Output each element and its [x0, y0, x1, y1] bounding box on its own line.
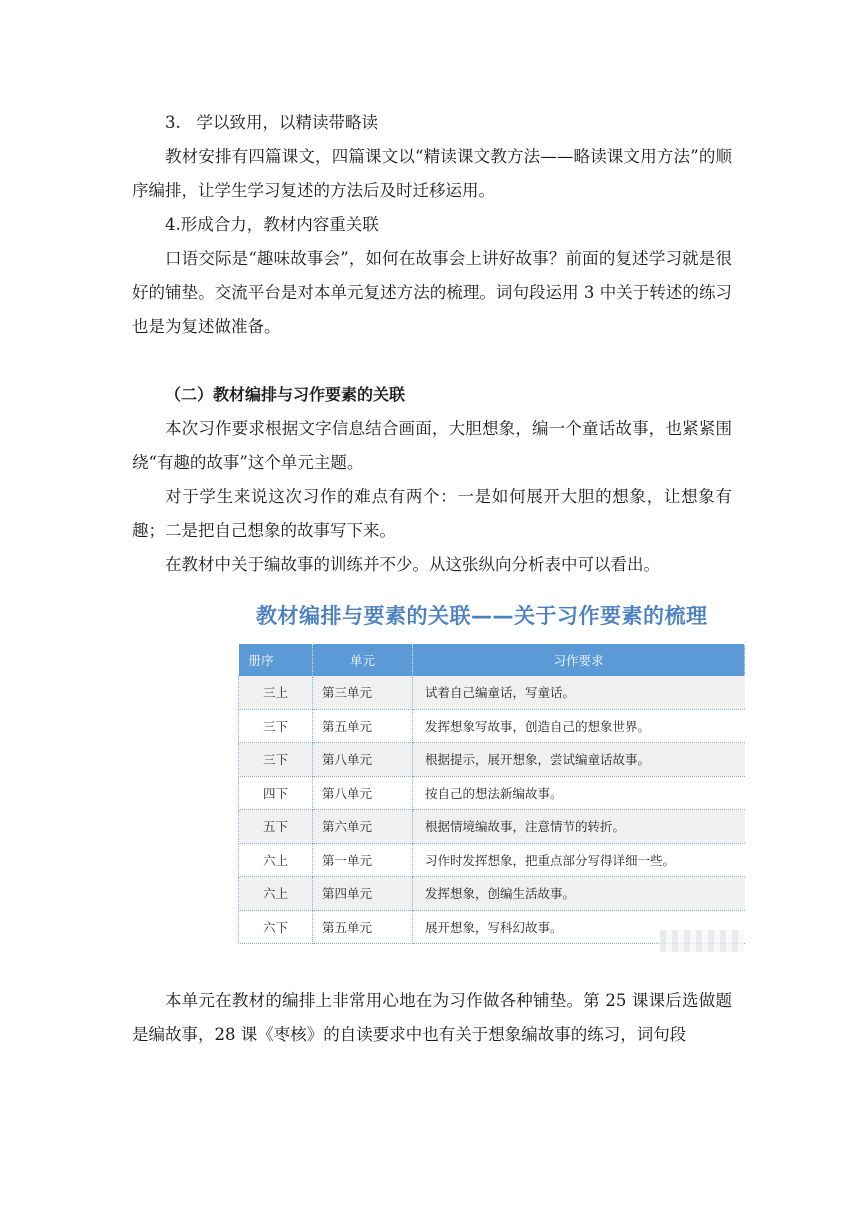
cell-requirement: 按自己的想法新编故事。	[413, 776, 745, 810]
table-figure	[238, 592, 744, 958]
paragraph: 本单元在教材的编排上非常用心地在为习作做各种铺垫。第 25 课课后选做题是编故事，28 课《枣核》的自读要求中也有关于想象编故事的练习，词句段	[132, 991, 732, 1044]
cell-unit: 第六单元	[313, 810, 413, 844]
table-row	[239, 709, 745, 743]
table-row	[239, 743, 745, 777]
cell-unit: 第五单元	[313, 910, 413, 944]
cell-unit: 第五单元	[313, 709, 413, 743]
paragraph: 在教材中关于编故事的训练并不少。从这张纵向分析表中可以看出。	[165, 555, 660, 574]
table-row	[239, 776, 745, 810]
figure-title: 教材编排与要素的关联——关于习作要素的梳理	[256, 604, 708, 628]
paragraph: 教材安排有四篇课文，四篇课文以“精读课文教方法——略读课文用方法”的顺序编排，让学生学习复述的方法后及时迁移运用。	[132, 147, 732, 200]
paragraph: 口语交际是“趣味故事会”，如何在故事会上讲好故事？前面的复述学习就是很好的铺垫。交流平台是对本单元复述方法的梳理。词句段运用 3 中关于转述的练习也是为复述做准备。	[132, 249, 732, 336]
cell-unit: 第三单元	[313, 676, 413, 709]
cell-requirement: 根据提示，展开想象，尝试编童话故事。	[413, 743, 745, 777]
section-heading: （二）教材编排与习作要素的关联	[165, 385, 406, 404]
cell-volume: 三下	[239, 743, 313, 777]
cell-unit: 第四单元	[313, 877, 413, 911]
cell-volume: 三上	[239, 676, 313, 709]
blur-mark	[660, 930, 744, 952]
cell-volume: 六上	[239, 877, 313, 911]
cell-requirement: 发挥想象写故事，创造自己的想象世界。	[413, 709, 745, 743]
cell-requirement: 发挥想象，创编生活故事。	[413, 877, 745, 911]
paragraph-heading-4: 4.形成合力，教材内容重关联	[165, 215, 379, 234]
table-row	[239, 676, 745, 709]
cell-requirement: 试着自己编童话，写童话。	[413, 676, 745, 709]
header-requirement: 习作要求	[413, 644, 745, 676]
cell-unit: 第八单元	[313, 776, 413, 810]
paragraph: 本次习作要求根据文字信息结合画面，大胆想象，编一个童话故事，也紧紧围绕“有趣的故事”这个单元主题。	[132, 419, 732, 472]
cell-requirement: 习作时发挥想象，把重点部分写得详细一些。	[413, 843, 745, 877]
cell-volume: 三下	[239, 709, 313, 743]
cell-unit: 第八单元	[313, 743, 413, 777]
table-header-row	[239, 644, 745, 676]
cell-requirement: 展开想象，写科幻故事。	[413, 910, 745, 944]
paragraph-heading-3: 3. 学以致用，以精读带略读	[165, 113, 378, 132]
cell-unit: 第一单元	[313, 843, 413, 877]
header-unit: 单元	[313, 644, 413, 676]
cell-volume: 六下	[239, 910, 313, 944]
cell-volume: 四下	[239, 776, 313, 810]
table-row	[239, 877, 745, 911]
table-row	[239, 843, 745, 877]
cell-volume: 六上	[239, 843, 313, 877]
table-row	[239, 810, 745, 844]
header-volume: 册序	[239, 644, 313, 676]
cell-requirement: 根据情境编故事，注意情节的转折。	[413, 810, 745, 844]
writing-elements-table	[238, 644, 745, 944]
paragraph: 对于学生来说这次习作的难点有两个：一是如何展开大胆的想象，让想象有趣；二是把自己想象的故事写下来。	[132, 487, 732, 540]
cell-volume: 五下	[239, 810, 313, 844]
